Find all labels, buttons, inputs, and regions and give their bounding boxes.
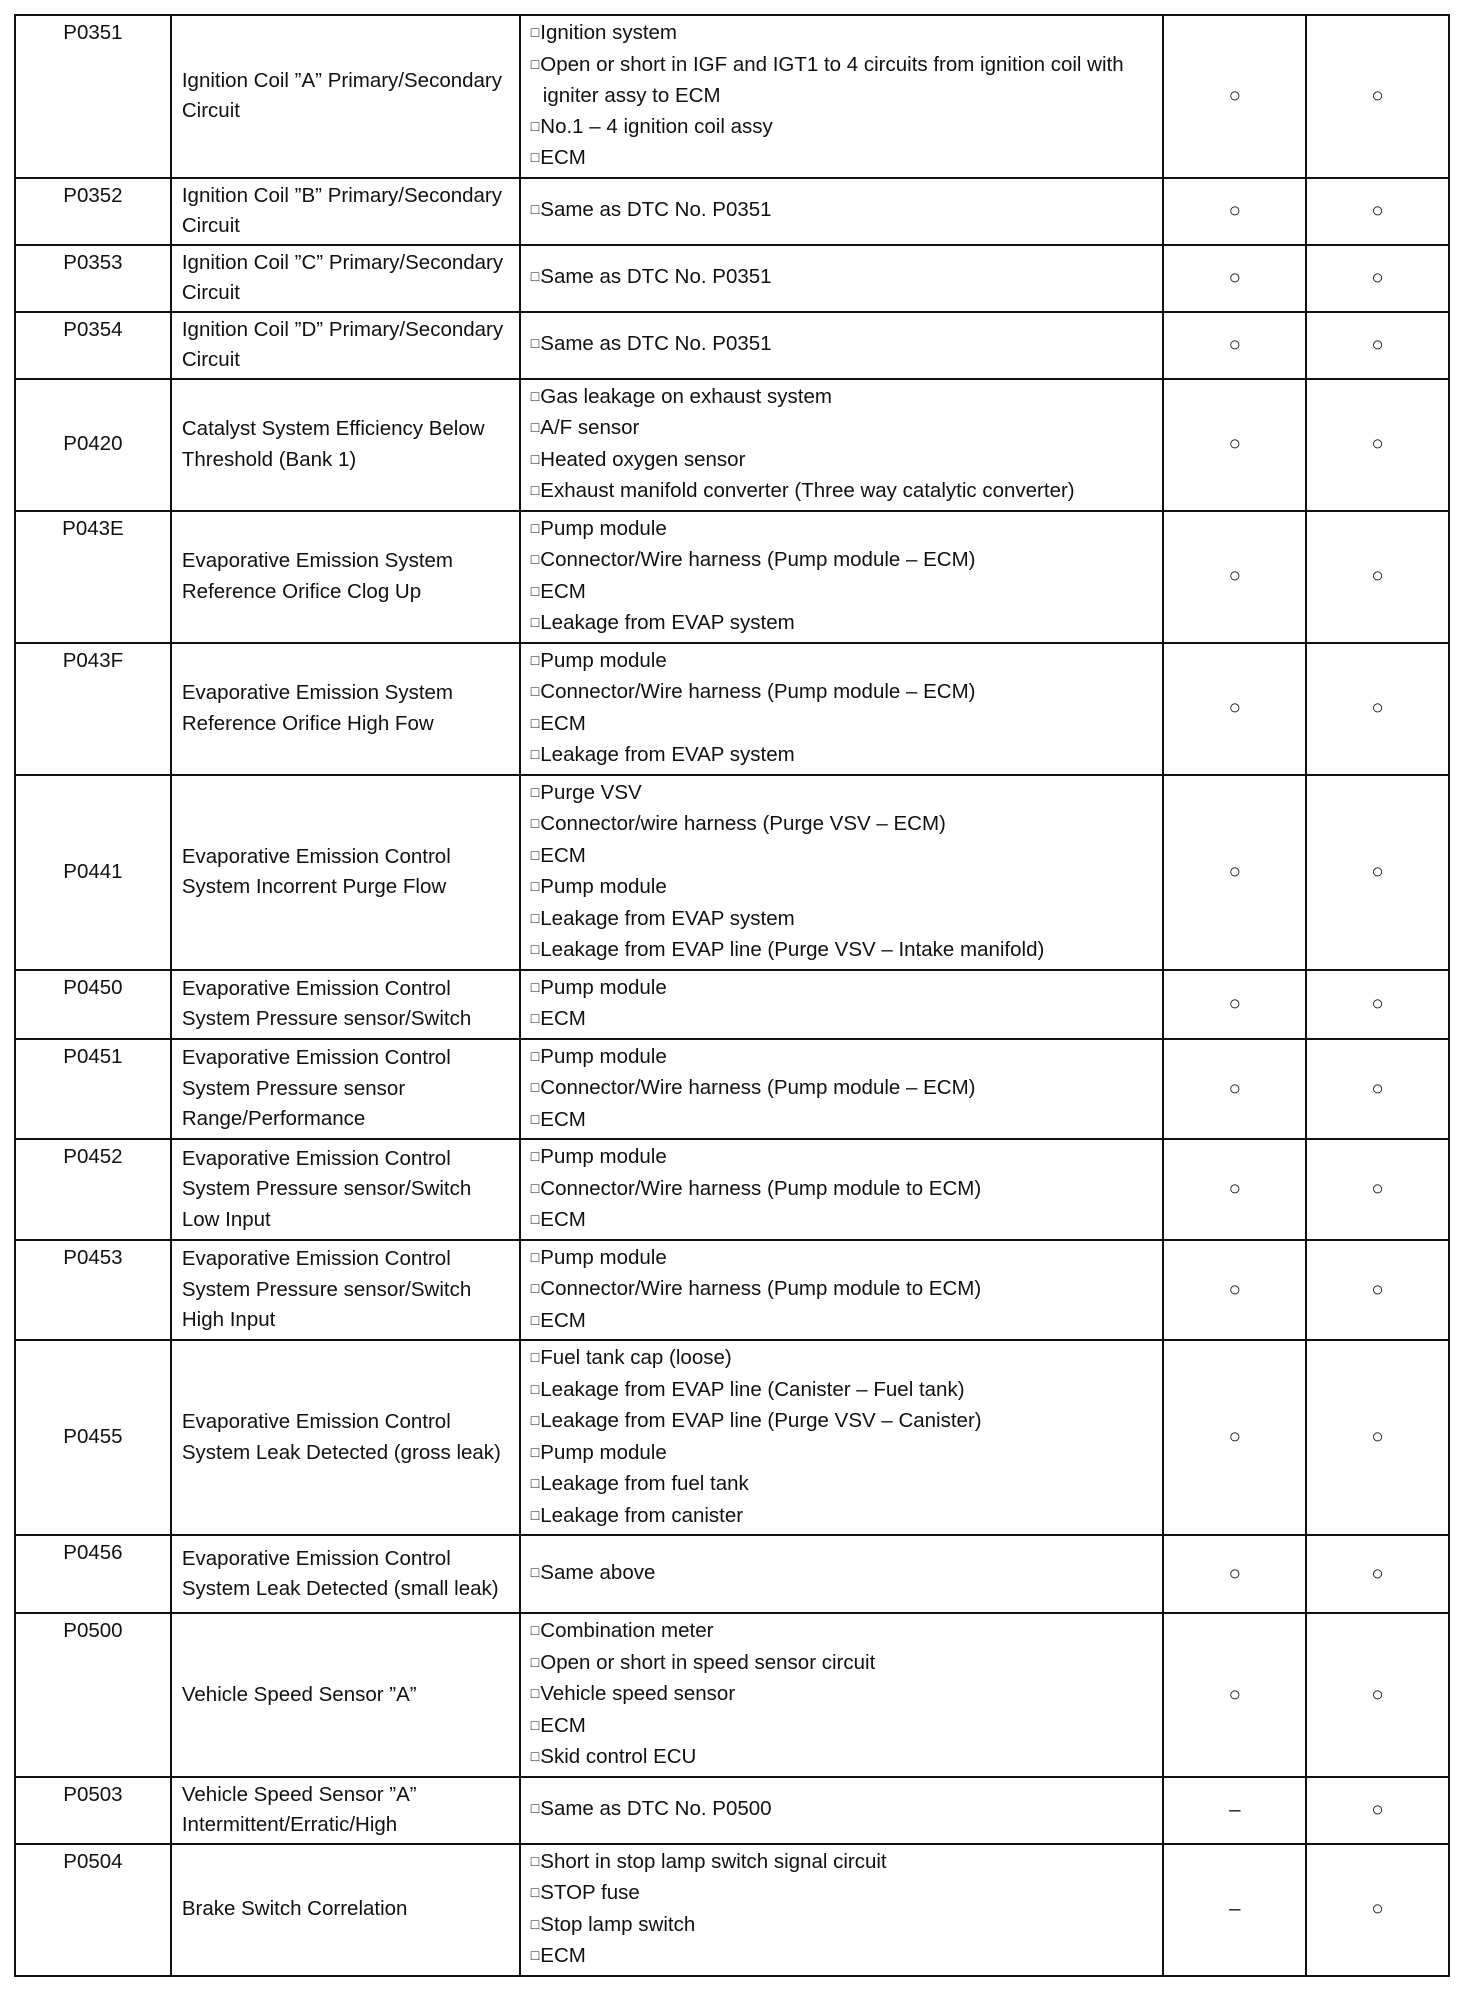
memory-indicator-mark: ○ <box>1306 643 1449 775</box>
trouble-area-text: ECM <box>540 1713 586 1737</box>
trouble-area-text: Vehicle speed sensor <box>540 1682 736 1705</box>
trouble-area-item <box>531 514 1153 546</box>
trouble-area-text: Same above <box>540 1561 656 1585</box>
table-row <box>15 1777 1449 1844</box>
table-row <box>15 1039 1449 1140</box>
trouble-area-item <box>531 262 1153 294</box>
trouble-area <box>520 1535 1164 1613</box>
mil-indicator-mark: ○ <box>1163 1613 1306 1777</box>
table-row <box>15 511 1449 643</box>
checkbox-bullet-icon: □ <box>530 1349 540 1365</box>
trouble-area-text: Connector/Wire harness (Pump module to ECM) <box>540 1176 982 1200</box>
trouble-area-item <box>531 1648 1153 1680</box>
checkbox-bullet-icon: □ <box>530 1564 540 1581</box>
detection-item: Vehicle Speed Sensor ”A” Intermittent/Erratic/High <box>171 1777 520 1844</box>
trouble-area-item <box>531 1469 1153 1501</box>
trouble-area-text: Same as DTC No. P0351 <box>540 265 772 289</box>
mil-indicator-mark: ○ <box>1163 1340 1306 1535</box>
memory-indicator-mark: ○ <box>1306 970 1449 1039</box>
trouble-area-item <box>531 476 1153 508</box>
trouble-area <box>520 775 1164 970</box>
trouble-area-item <box>531 809 1153 841</box>
trouble-area-text: Ignition system <box>540 21 677 44</box>
dtc-code: P0353 <box>15 245 171 312</box>
trouble-area-item <box>531 1941 1153 1973</box>
memory-indicator-mark: ○ <box>1306 775 1449 970</box>
trouble-area-text: ECM <box>540 1944 586 1967</box>
trouble-area-text: A/F sensor <box>540 416 640 439</box>
checkbox-bullet-icon: □ <box>530 1443 540 1460</box>
trouble-area-item <box>531 841 1153 873</box>
checkbox-bullet-icon: □ <box>530 1380 540 1397</box>
trouble-area <box>520 1613 1164 1777</box>
checkbox-bullet-icon: □ <box>530 419 540 435</box>
memory-indicator-mark: ○ <box>1306 379 1449 511</box>
table-row <box>15 1139 1449 1240</box>
trouble-area-item <box>531 1406 1153 1438</box>
dtc-code: P0500 <box>15 1613 171 1777</box>
trouble-area <box>520 970 1164 1039</box>
memory-indicator-mark: ○ <box>1306 1139 1449 1240</box>
checkbox-bullet-icon: □ <box>530 519 540 536</box>
checkbox-bullet-icon: □ <box>530 1047 540 1064</box>
trouble-area-text: Pump module <box>540 516 667 540</box>
trouble-area-text: STOP fuse <box>540 1881 640 1904</box>
table-row <box>15 379 1449 511</box>
trouble-area-item <box>531 1205 1153 1237</box>
dtc-code: P0420 <box>15 379 171 511</box>
trouble-area-item <box>531 1558 1153 1590</box>
memory-indicator-mark: ○ <box>1306 1535 1449 1613</box>
table-row <box>15 1613 1449 1777</box>
trouble-area-item <box>531 1174 1153 1206</box>
trouble-area-item <box>531 1274 1153 1306</box>
dtc-code: P0450 <box>15 970 171 1039</box>
trouble-area-item <box>531 1105 1153 1137</box>
trouble-area-item <box>531 778 1153 810</box>
trouble-area-text: Leakage from EVAP line (Purge VSV – Canister) <box>540 1409 982 1432</box>
mil-indicator-mark: ○ <box>1163 1240 1306 1341</box>
checkbox-bullet-icon: □ <box>530 117 540 134</box>
trouble-area-text: Leakage from fuel tank <box>540 1472 749 1495</box>
trouble-area-text: Connector/Wire harness (Pump module – ECM) <box>540 548 976 571</box>
checkbox-bullet-icon: □ <box>530 714 540 731</box>
trouble-area-item <box>531 1742 1153 1774</box>
table-row <box>15 643 1449 775</box>
trouble-area <box>520 15 1164 178</box>
checkbox-bullet-icon: □ <box>530 651 540 668</box>
checkbox-bullet-icon: □ <box>530 683 540 699</box>
table-row <box>15 1240 1449 1341</box>
trouble-area <box>520 1240 1164 1341</box>
detection-item: Evaporative Emission Control System Pressure sensor/Switch <box>171 970 520 1039</box>
dtc-table-body <box>15 15 1449 1976</box>
table-row <box>15 178 1449 245</box>
trouble-area-item <box>531 1306 1153 1338</box>
trouble-area-text: Short in stop lamp switch signal circuit <box>540 1849 887 1873</box>
dtc-code: P0504 <box>15 1844 171 1976</box>
checkbox-bullet-icon: □ <box>530 1716 540 1733</box>
trouble-area-item <box>531 143 1153 175</box>
detection-item: Evaporative Emission Control System Pressure sensor Range/Performance <box>171 1039 520 1140</box>
trouble-area-item <box>531 1616 1153 1648</box>
dtc-code: P0452 <box>15 1139 171 1240</box>
memory-indicator-mark: ○ <box>1306 1240 1449 1341</box>
trouble-area-item <box>531 1243 1153 1275</box>
dtc-code: P0354 <box>15 312 171 379</box>
trouble-area-item <box>531 677 1153 709</box>
trouble-area-item <box>531 329 1153 361</box>
trouble-area-item <box>531 1073 1153 1105</box>
detection-item: Evaporative Emission Control System Leak Detected (small leak) <box>171 1535 520 1613</box>
trouble-area-text: Pump module <box>540 648 667 672</box>
table-row <box>15 775 1449 970</box>
memory-indicator-mark: ○ <box>1306 1039 1449 1140</box>
table-row <box>15 312 1449 379</box>
trouble-area-text: Open or short in speed sensor circuit <box>540 1650 876 1674</box>
checkbox-bullet-icon: □ <box>530 783 540 800</box>
trouble-area-item <box>531 1847 1153 1879</box>
checkbox-bullet-icon: □ <box>530 551 540 567</box>
trouble-area-item <box>531 1711 1153 1743</box>
memory-indicator-mark: ○ <box>1306 1340 1449 1535</box>
checkbox-bullet-icon: □ <box>530 746 540 762</box>
trouble-area-text: Pump module <box>540 975 667 999</box>
memory-indicator-mark: ○ <box>1306 15 1449 178</box>
checkbox-bullet-icon: □ <box>530 1248 540 1265</box>
checkbox-bullet-icon: □ <box>530 1915 540 1932</box>
checkbox-bullet-icon: □ <box>530 1280 540 1296</box>
trouble-area-item <box>531 545 1153 577</box>
trouble-area-text: ECM <box>540 1007 586 1030</box>
trouble-area-text: Heated oxygen sensor <box>540 447 746 471</box>
table-row <box>15 15 1449 178</box>
trouble-area-item <box>531 872 1153 904</box>
trouble-area-text: Leakage from EVAP system <box>540 611 795 634</box>
checkbox-bullet-icon: □ <box>530 387 540 404</box>
trouble-area-item <box>531 577 1153 609</box>
table-row <box>15 1340 1449 1535</box>
trouble-area-text: Connector/Wire harness (Pump module – ECM) <box>540 1076 976 1099</box>
checkbox-bullet-icon: □ <box>530 1653 540 1670</box>
trouble-area-item <box>531 1878 1153 1910</box>
mil-indicator-mark: ○ <box>1163 1139 1306 1240</box>
detection-item: Catalyst System Efficiency Below Threshold (Bank 1) <box>171 379 520 511</box>
dtc-code: P0453 <box>15 1240 171 1341</box>
mil-indicator-mark: ○ <box>1163 1039 1306 1140</box>
checkbox-bullet-icon: □ <box>530 1079 540 1095</box>
trouble-area-text: Purge VSV <box>540 780 642 804</box>
detection-item: Evaporative Emission Control System Leak Detected (gross leak) <box>171 1340 520 1535</box>
trouble-area-item <box>531 1375 1153 1407</box>
trouble-area-item <box>531 445 1153 477</box>
checkbox-bullet-icon: □ <box>530 878 540 894</box>
checkbox-bullet-icon: □ <box>530 1800 540 1817</box>
detection-item: Ignition Coil ”C” Primary/Secondary Circuit <box>171 245 520 312</box>
trouble-area-item <box>531 1679 1153 1711</box>
trouble-area-text: Skid control ECU <box>540 1745 697 1768</box>
trouble-area-text: Leakage from canister <box>540 1503 744 1527</box>
mil-indicator-mark: – <box>1163 1777 1306 1844</box>
checkbox-bullet-icon: □ <box>530 1685 540 1701</box>
trouble-area-text: Pump module <box>540 875 667 898</box>
checkbox-bullet-icon: □ <box>530 1412 540 1428</box>
trouble-area-text: ECM <box>540 1107 586 1131</box>
checkbox-bullet-icon: □ <box>530 1110 540 1127</box>
trouble-area-text: Fuel tank cap (loose) <box>540 1346 732 1369</box>
trouble-area-item <box>531 740 1153 772</box>
checkbox-bullet-icon: □ <box>530 846 540 863</box>
dtc-code: P0503 <box>15 1777 171 1844</box>
memory-indicator-mark: ○ <box>1306 312 1449 379</box>
trouble-area-text: Connector/Wire harness (Pump module to ECM) <box>540 1277 982 1300</box>
trouble-area-item <box>531 935 1153 967</box>
trouble-area-item <box>531 1501 1153 1533</box>
trouble-area-item <box>531 1794 1153 1826</box>
checkbox-bullet-icon: □ <box>530 268 540 285</box>
checkbox-bullet-icon: □ <box>530 614 540 630</box>
trouble-area-text: ECM <box>540 1208 586 1231</box>
table-row <box>15 970 1449 1039</box>
table-row <box>15 1535 1449 1613</box>
trouble-area-item <box>531 112 1153 144</box>
mil-indicator-mark: ○ <box>1163 643 1306 775</box>
detection-item: Vehicle Speed Sensor ”A” <box>171 1613 520 1777</box>
mil-indicator-mark: ○ <box>1163 775 1306 970</box>
mil-indicator-mark: – <box>1163 1844 1306 1976</box>
trouble-area <box>520 1139 1164 1240</box>
trouble-area <box>520 1844 1164 1976</box>
trouble-area <box>520 178 1164 245</box>
checkbox-bullet-icon: □ <box>530 149 540 165</box>
trouble-area-text: Pump module <box>540 1044 667 1068</box>
trouble-area-text: ECM <box>540 579 586 603</box>
checkbox-bullet-icon: □ <box>530 482 540 498</box>
trouble-area-item <box>531 18 1153 50</box>
memory-indicator-mark: ○ <box>1306 1844 1449 1976</box>
checkbox-bullet-icon: □ <box>530 201 540 218</box>
detection-item: Evaporative Emission System Reference Orifice Clog Up <box>171 511 520 643</box>
trouble-area-text: Pump module <box>540 1145 667 1168</box>
dtc-code: P0455 <box>15 1340 171 1535</box>
checkbox-bullet-icon: □ <box>530 1622 540 1638</box>
checkbox-bullet-icon: □ <box>530 1506 540 1523</box>
trouble-area-item <box>531 608 1153 640</box>
mil-indicator-mark: ○ <box>1163 245 1306 312</box>
checkbox-bullet-icon: □ <box>530 1748 540 1764</box>
trouble-area-text: Connector/wire harness (Purge VSV – ECM) <box>540 812 946 835</box>
trouble-area <box>520 379 1164 511</box>
checkbox-bullet-icon: □ <box>530 815 540 831</box>
dtc-code: P043F <box>15 643 171 775</box>
checkbox-bullet-icon: □ <box>530 1179 540 1196</box>
trouble-area-text: Combination meter <box>540 1619 714 1642</box>
trouble-area-item <box>531 413 1153 445</box>
detection-item: Ignition Coil ”B” Primary/Secondary Circuit <box>171 178 520 245</box>
trouble-area-item <box>531 1004 1153 1036</box>
checkbox-bullet-icon: □ <box>530 1884 540 1900</box>
trouble-area-text: ECM <box>540 1308 586 1332</box>
trouble-area-text: Leakage from EVAP system <box>540 906 795 930</box>
trouble-area-text: Stop lamp switch <box>540 1912 696 1936</box>
trouble-area-text: Same as DTC No. P0351 <box>540 332 772 356</box>
dtc-code: P043E <box>15 511 171 643</box>
trouble-area-item <box>531 1042 1153 1074</box>
trouble-area-text: Gas leakage on exhaust system <box>540 384 832 408</box>
checkbox-bullet-icon: □ <box>530 55 540 72</box>
trouble-area-item <box>531 382 1153 414</box>
trouble-area-item <box>531 709 1153 741</box>
trouble-area-item <box>531 973 1153 1005</box>
checkbox-bullet-icon: □ <box>530 1010 540 1026</box>
detection-item: Evaporative Emission Control System Pressure sensor/Switch High Input <box>171 1240 520 1341</box>
trouble-area <box>520 1340 1164 1535</box>
table-row <box>15 1844 1449 1976</box>
trouble-area-text: ECM <box>540 711 586 735</box>
mil-indicator-mark: ○ <box>1163 312 1306 379</box>
memory-indicator-mark: ○ <box>1306 1777 1449 1844</box>
checkbox-bullet-icon: □ <box>530 335 540 352</box>
trouble-area-item <box>531 1910 1153 1942</box>
detection-item: Evaporative Emission System Reference Orifice High Fow <box>171 643 520 775</box>
checkbox-bullet-icon: □ <box>530 1311 540 1328</box>
memory-indicator-mark: ○ <box>1306 511 1449 643</box>
mil-indicator-mark: ○ <box>1163 1535 1306 1613</box>
checkbox-bullet-icon: □ <box>530 1148 540 1164</box>
trouble-area-text: ECM <box>540 146 586 169</box>
trouble-area <box>520 643 1164 775</box>
checkbox-bullet-icon: □ <box>530 1475 540 1491</box>
checkbox-bullet-icon: □ <box>530 1852 540 1869</box>
mil-indicator-mark: ○ <box>1163 15 1306 178</box>
detection-item: Brake Switch Correlation <box>171 1844 520 1976</box>
trouble-area-item <box>531 646 1153 678</box>
trouble-area-text: Leakage from EVAP line (Canister – Fuel tank) <box>540 1377 965 1401</box>
detection-item: Evaporative Emission Control System Pressure sensor/Switch Low Input <box>171 1139 520 1240</box>
trouble-area-text: Same as DTC No. P0500 <box>540 1797 772 1821</box>
dtc-code: P0441 <box>15 775 171 970</box>
trouble-area-text: Pump module <box>540 1440 667 1464</box>
dtc-code: P0456 <box>15 1535 171 1613</box>
trouble-area-text: ECM <box>540 843 586 867</box>
mil-indicator-mark: ○ <box>1163 511 1306 643</box>
checkbox-bullet-icon: □ <box>530 1947 540 1963</box>
mil-indicator-mark: ○ <box>1163 178 1306 245</box>
trouble-area-text: Exhaust manifold converter (Three way catalytic converter) <box>540 479 1075 502</box>
trouble-area <box>520 1777 1164 1844</box>
dtc-table <box>14 14 1450 1977</box>
trouble-area-item <box>531 904 1153 936</box>
trouble-area-item <box>531 1438 1153 1470</box>
detection-item: Ignition Coil ”A” Primary/Secondary Circuit <box>171 15 520 178</box>
checkbox-bullet-icon: □ <box>530 582 540 599</box>
checkbox-bullet-icon: □ <box>530 941 540 957</box>
checkbox-bullet-icon: □ <box>530 978 540 995</box>
dtc-code: P0351 <box>15 15 171 178</box>
dtc-code: P0451 <box>15 1039 171 1140</box>
trouble-area-item <box>531 195 1153 227</box>
memory-indicator-mark: ○ <box>1306 245 1449 312</box>
trouble-area-text: Pump module <box>540 1245 667 1269</box>
table-row <box>15 245 1449 312</box>
trouble-area <box>520 511 1164 643</box>
checkbox-bullet-icon: □ <box>530 24 540 40</box>
trouble-area-text: Same as DTC No. P0351 <box>540 198 772 222</box>
dtc-code: P0352 <box>15 178 171 245</box>
mil-indicator-mark: ○ <box>1163 970 1306 1039</box>
trouble-area-text: Open or short in IGF and IGT1 to 4 circuits from ignition coil with igniter assy to ECM <box>540 52 1124 107</box>
checkbox-bullet-icon: □ <box>530 1211 540 1227</box>
trouble-area-text: Leakage from EVAP line (Purge VSV – Intake manifold) <box>540 938 1045 961</box>
trouble-area-text: No.1 – 4 ignition coil assy <box>540 114 773 138</box>
trouble-area-text: Leakage from EVAP system <box>540 743 795 766</box>
trouble-area <box>520 1039 1164 1140</box>
trouble-area-item <box>531 50 1153 112</box>
checkbox-bullet-icon: □ <box>530 450 540 467</box>
mil-indicator-mark: ○ <box>1163 379 1306 511</box>
trouble-area-item <box>531 1343 1153 1375</box>
memory-indicator-mark: ○ <box>1306 178 1449 245</box>
memory-indicator-mark: ○ <box>1306 1613 1449 1777</box>
detection-item: Evaporative Emission Control System Incorrent Purge Flow <box>171 775 520 970</box>
checkbox-bullet-icon: □ <box>530 909 540 926</box>
detection-item: Ignition Coil ”D” Primary/Secondary Circuit <box>171 312 520 379</box>
trouble-area-text: Connector/Wire harness (Pump module – ECM) <box>540 680 976 703</box>
trouble-area <box>520 312 1164 379</box>
trouble-area-item <box>531 1142 1153 1174</box>
trouble-area <box>520 245 1164 312</box>
